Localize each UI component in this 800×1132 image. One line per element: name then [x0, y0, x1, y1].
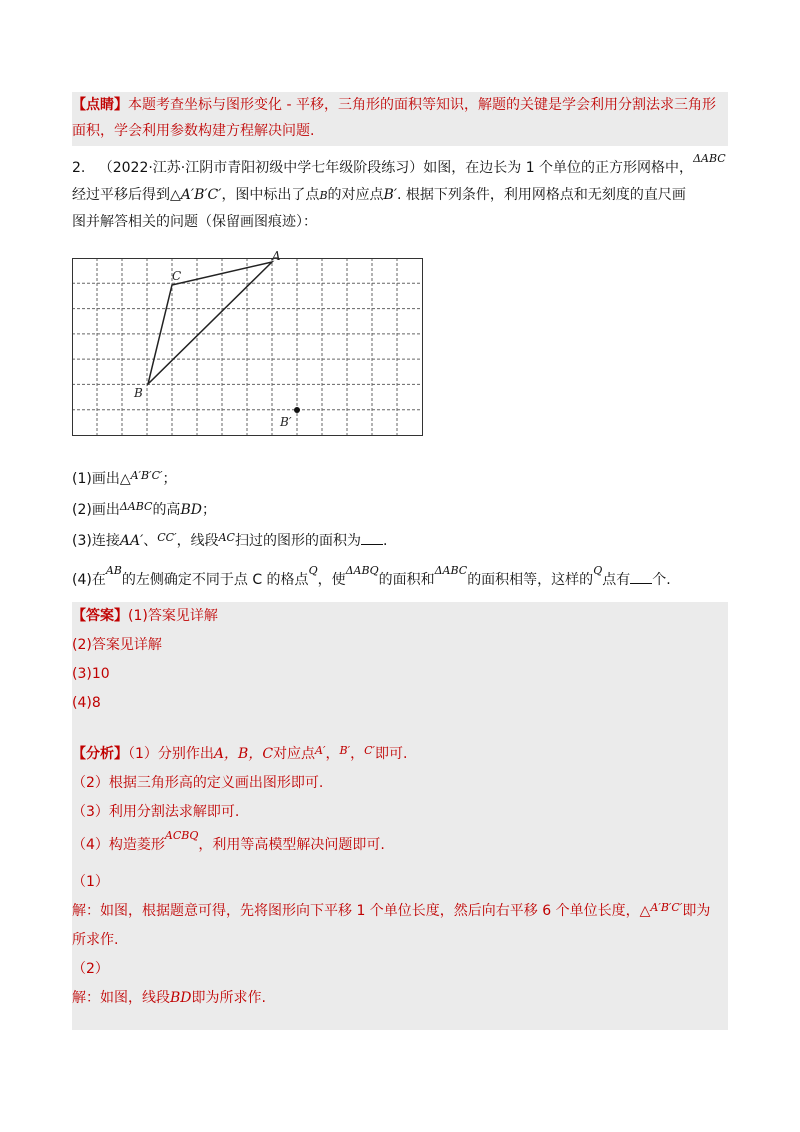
q3-answer-blank: [361, 530, 383, 545]
analysis-p1-m2: B′: [339, 744, 351, 757]
problem-line2-math2: B: [319, 189, 328, 202]
q3-e: .: [382, 533, 388, 549]
q1-a: (1)画出△: [72, 471, 131, 487]
grid-lines: [72, 258, 422, 435]
label-b: B: [134, 386, 143, 400]
q4-math5: Q: [593, 564, 603, 577]
q1-b: ；: [162, 471, 177, 487]
dianjing-text-line2: 面积，学会利用参数构建方程解决问题.: [72, 123, 315, 139]
q3-math2: CC′: [157, 531, 177, 544]
q3-a: (3)连接: [72, 533, 120, 549]
q4-d: 的面积和: [378, 572, 435, 588]
label-a: A: [272, 249, 281, 263]
q3-math3: AC: [218, 531, 235, 544]
q4-answer-blank: [630, 569, 652, 584]
q4-g: 个.: [652, 572, 671, 588]
problem-line2-b: ，图中标出了点: [221, 187, 320, 203]
answer-4: (4)8: [72, 695, 101, 711]
analysis-p1-sep2: ，: [350, 746, 365, 762]
q4-f: 点有: [602, 572, 631, 588]
analysis-p2: （2）根据三角形高的定义画出图形即可.: [72, 775, 324, 791]
analysis-p3: （3）利用分割法求解即可.: [72, 804, 240, 820]
problem-line2-d: . 根据下列条件，利用网格点和无刻度的直尺画: [397, 187, 686, 203]
dianjing-block: [72, 92, 728, 146]
problem-line1-math: ΔABC: [693, 152, 726, 165]
solution-2-line-a: 解：如图，线段: [72, 990, 170, 1006]
triangle-abc: [148, 262, 272, 384]
label-c: C: [172, 269, 182, 283]
answer-1: (1)答案见详解: [128, 608, 218, 624]
problem-line1-text: 如图，在边长为 1 个单位的正方形网格中，: [423, 160, 694, 176]
q1-math: A′B′C′: [130, 469, 163, 482]
analysis-p1-m3: C′: [364, 744, 376, 757]
q4-math3: ΔABQ: [345, 564, 379, 577]
problem-line2-math1: A′B′C′: [180, 187, 222, 203]
solution-1-line1-math: A′B′C′: [650, 901, 683, 914]
q3-b: 、: [143, 533, 158, 549]
q4-e: 的面积相等，这样的: [467, 572, 594, 588]
answer-tag: 【答案】: [72, 608, 128, 624]
solution-1-line1-a: 解：如图，根据题意可得，先将图形向下平移 1 个单位长度，然后向右平移 6 个单位长度，△: [72, 903, 651, 919]
q2-b: 的高: [152, 502, 181, 518]
q4-a: (4)在: [72, 572, 106, 588]
analysis-p1-a: （1）分别作出: [128, 746, 214, 762]
solution-2-line-math: BD: [170, 990, 192, 1006]
q2-c: ；: [201, 502, 216, 518]
analysis-p1-math: A，B，C: [213, 746, 274, 762]
analysis-p4-b: ，利用等高模型解决问题即可.: [198, 837, 385, 853]
q4-math1: AB: [105, 564, 122, 577]
q4-math2: Q: [308, 564, 318, 577]
solution-1-line2: 所求作.: [72, 932, 119, 948]
problem-source: （2022·江苏·江阴市青阳初级中学七年级阶段练习）: [98, 160, 424, 176]
analysis-p1-c: 即可.: [375, 746, 408, 762]
analysis-p4-a: （4）构造菱形: [72, 837, 165, 853]
problem-line3: 图并解答相关的问题（保留画图痕迹）：: [72, 214, 317, 230]
solution-1-title: （1）: [72, 874, 109, 890]
problem-line2-a: 经过平移后得到△: [72, 187, 181, 203]
q3-c: ，线段: [176, 533, 219, 549]
dianjing-text-line1: 本题考查坐标与图形变化 - 平移，三角形的面积等知识，解题的关键是学会利用分割法求三角形: [128, 97, 716, 113]
answer-3: (3)10: [72, 666, 110, 682]
q4-math4: ΔABC: [434, 564, 468, 577]
grid-figure: [72, 249, 426, 438]
q2-a: (2)画出: [72, 502, 120, 518]
analysis-p1-sep1: ，: [325, 746, 340, 762]
dianjing-tag: 【点睛】: [72, 97, 128, 113]
analysis-p1-m1: A′: [315, 744, 326, 757]
q2-math1: ΔABC: [119, 500, 153, 513]
problem-statement: [72, 152, 728, 235]
analysis-tag: 【分析】: [72, 746, 128, 762]
label-b-prime: B′: [280, 415, 292, 429]
solution-1-line1-b: 即为: [682, 903, 711, 919]
q3-d: 扫过的图形的面积为: [234, 533, 361, 549]
solution-2-title: （2）: [72, 961, 109, 977]
analysis-p4-math: ACBQ: [164, 829, 199, 842]
problem-line2-c: 的对应点: [327, 187, 384, 203]
answer-2: (2)答案见详解: [72, 637, 162, 653]
analysis-p1-b: 对应点: [273, 746, 316, 762]
q4-c: ，使: [317, 572, 346, 588]
point-b-prime: [294, 407, 300, 413]
answer-analysis-block: [72, 602, 728, 1030]
q2-math2: BD: [180, 502, 202, 518]
q4-b: 的左侧确定不同于点 C 的格点: [121, 572, 309, 588]
problem-number: 2.: [72, 160, 86, 176]
questions-block: [72, 464, 728, 596]
problem-line2-math3: B′: [383, 187, 397, 203]
solution-2-line-b: 即为所求作.: [191, 990, 266, 1006]
q3-math1: AA′: [119, 533, 144, 549]
